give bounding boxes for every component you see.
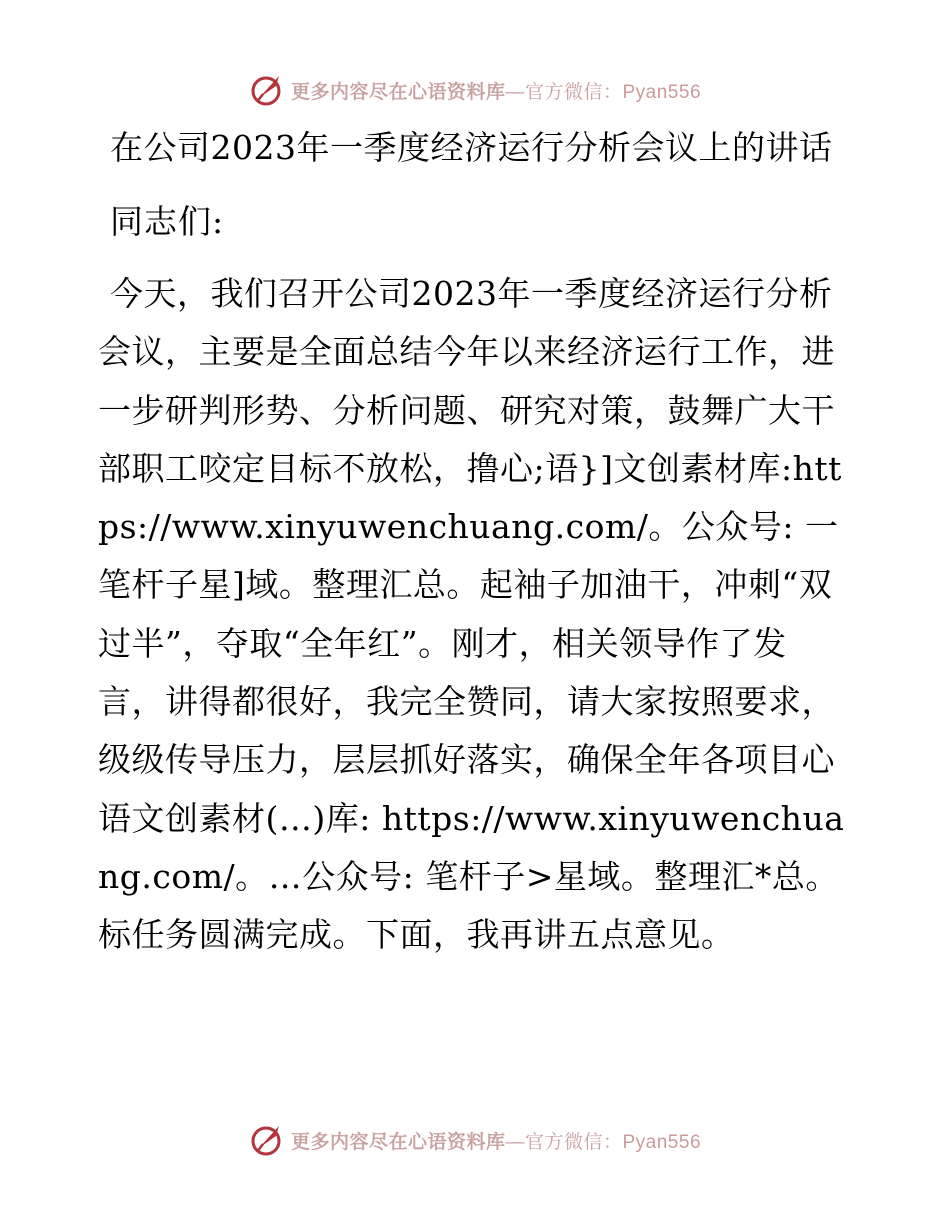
quill-logo-icon [249, 72, 285, 108]
header-wechat-id: Pyan556 [622, 81, 702, 103]
footer-watermark-banner [0, 1120, 950, 1160]
footer-dash: — [505, 1131, 525, 1153]
footer-watermark-text [291, 1127, 701, 1154]
document-title: 在公司2023年一季度经济运行分析会议上的讲话 [110, 128, 833, 167]
header-watermark-banner [0, 70, 950, 110]
document-salutation: 同志们: [110, 202, 225, 241]
header-wechat-label: 官方微信： [524, 81, 623, 103]
header-dash: — [505, 81, 525, 103]
header-watermark-text [291, 77, 701, 104]
quill-logo-icon [249, 1122, 285, 1158]
document-paragraph: 今天，我们召开公司2023年一季度经济运行分析会议，主要是全面总结今年以来经济运行工作，进一步研判形势、分析问题、研究对策，鼓舞广大干部职工咬定目标不放松，撸心;语}]文创素材库:https://www.xinyuwenchuang.com/。公众号: 一笔杆子星]域。整理汇总。起袖子加油干，冲刺“双过半”，夺取“全年红”。刚才，相关领导作了发言，讲得都很好，我完全赞同，请大家按照要求，级级传导压力，层层抓好落实，确保全年各项目心语文创素材(…)库: https://www.xinyuwenchuang.com/。…公众号: 笔杆子>星域。整理汇*总。标任务圆满完成。下面，我再讲五点意见。 [98, 274, 845, 955]
footer-wechat-id: Pyan556 [622, 1131, 702, 1153]
footer-wechat-label: 官方微信： [524, 1131, 623, 1153]
header-site-name: 更多内容尽在心语资料库 [290, 81, 506, 103]
footer-site-name: 更多内容尽在心语资料库 [290, 1131, 506, 1153]
